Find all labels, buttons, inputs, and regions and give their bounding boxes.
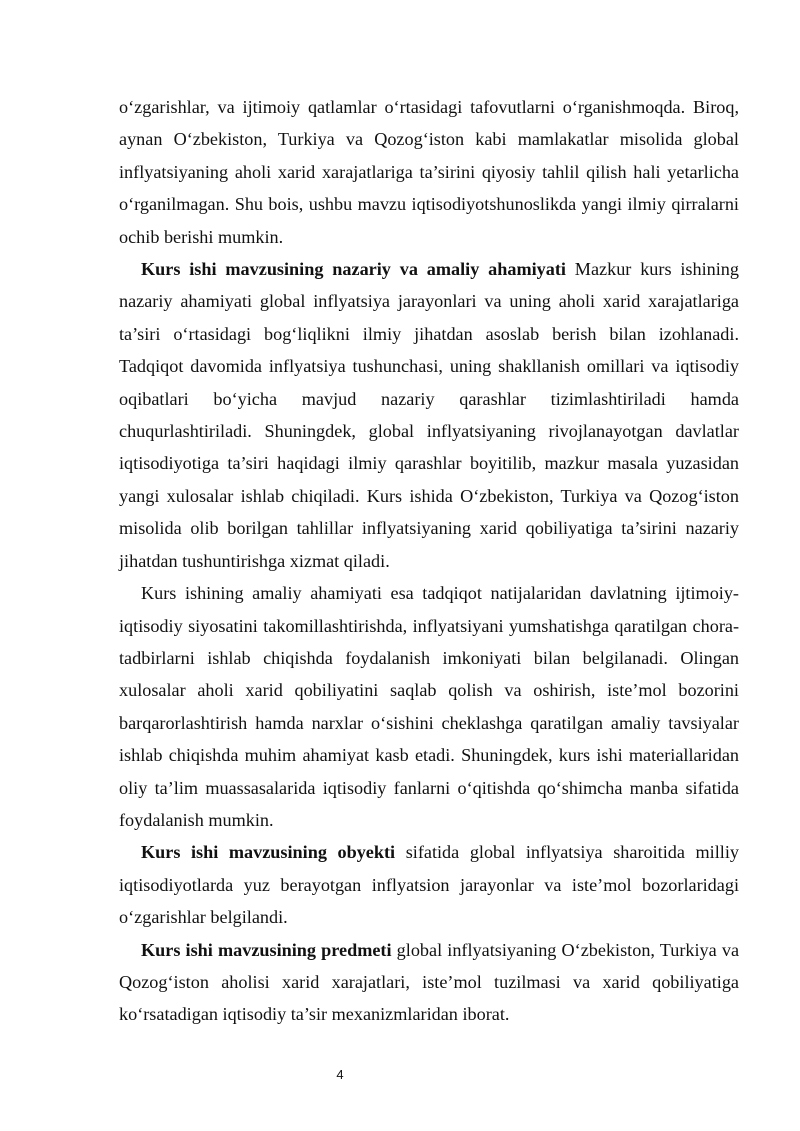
paragraph-text: Mazkur kurs ishining nazariy ahamiyati global inflyatsiya jarayonlari va uning aholi xarid xarajatlariga ta’siri o‘rtasidagi bog‘liqlikni ilmiy jihatdan asoslab berish bilan izohlanadi. Tadqiqot davomida inflyatsiya tushunchasi, uning shakllanish omillari va iqtisodiy oqibatlari bo‘yicha mavjud nazariy qarashlar tizimlashtiriladi hamda chuqurlashtiriladi. Shuningdek, global inflyatsiyaning rivojlanayotgan davlatlar iqtisodiyotiga ta’siri haqidagi ilmiy qarashlar boyitilib, mazkur masala yuzasidan yangi xulosalar ishlab chiqiladi. Kurs ishida O‘zbekiston, Turkiya va Qozog‘iston misolida olib borilgan tahlillar inflyatsiyaning xarid qobiliyatiga ta’sirini nazariy jihatdan tushuntirishga xizmat qiladi. — [119, 259, 739, 571]
paragraph-subject — [119, 934, 739, 1031]
paragraph-text: Kurs ishining amaliy ahamiyati esa tadqiqot natijalaridan davlatning ijtimoiy-iqtisodiy siyosatini takomillashtirishda, inflyatsiyani yumshatishga qaratilgan chora-tadbirlarni ishlab chiqishda foydalanish imkoniyati bilan belgilanadi. Olingan xulosalar aholi xarid qobiliyatini saqlab qolish va oshirish, iste’mol bozorini barqarorlashtirish hamda narxlar o‘sishini cheklashga qaratilgan amaliy tavsiyalar ishlab chiqishda muhim ahamiyat kasb etadi. Shuningdek, kurs ishi materiallaridan oliy ta’lim muassasalarida iqtisodiy fanlarni o‘qitishda qo‘shimcha manba sifatida foydalanish mumkin. — [119, 583, 739, 830]
paragraph-text: global inflyatsiyaning O‘zbekiston, Turkiya va Qozog‘iston aholisi xarid xarajatlari, iste’mol tuzilmasi va xarid qobiliyatiga ko‘rsatadigan iqtisodiy ta’sir mexanizmlaridan iborat. — [119, 939, 740, 1025]
paragraph-text: o‘zgarishlar, va ijtimoiy qatlamlar o‘rtasidagi tafovutlarni o‘rganishmoqda. Biroq, aynan O‘zbekiston, Turkiya va Qozog‘iston kabi mamlakatlar misolida global inflyatsiyaning aholi xarid xarajatlariga ta’sirini qiyosiy tahlil qilish hali yetarlicha o‘rganilmagan. Shu bois, ushbu mavzu iqtisodiyotshunoslikda yangi ilmiy qirralarni ochib berishi mumkin. — [119, 97, 739, 247]
paragraph-heading: Kurs ishi mavzusining nazariy va amaliy ahamiyati — [141, 259, 566, 280]
paragraph-significance — [119, 253, 739, 577]
paragraph-object — [119, 836, 739, 933]
paragraph-heading: Kurs ishi mavzusining obyekti — [141, 842, 396, 863]
page-number: 4 — [336, 1067, 344, 1082]
paragraph-continuation — [119, 91, 739, 253]
paragraph-text: sifatida global inflyatsiya sharoitida milliy iqtisodiyotlarda yuz berayotgan inflyatsion jarayonlar va iste’mol bozorlaridagi o‘zgarishlar belgilandi. — [119, 842, 739, 928]
paragraph-heading: Kurs ishi mavzusining predmeti — [141, 939, 392, 960]
body-text — [119, 91, 739, 1031]
paragraph-practical — [119, 577, 739, 836]
